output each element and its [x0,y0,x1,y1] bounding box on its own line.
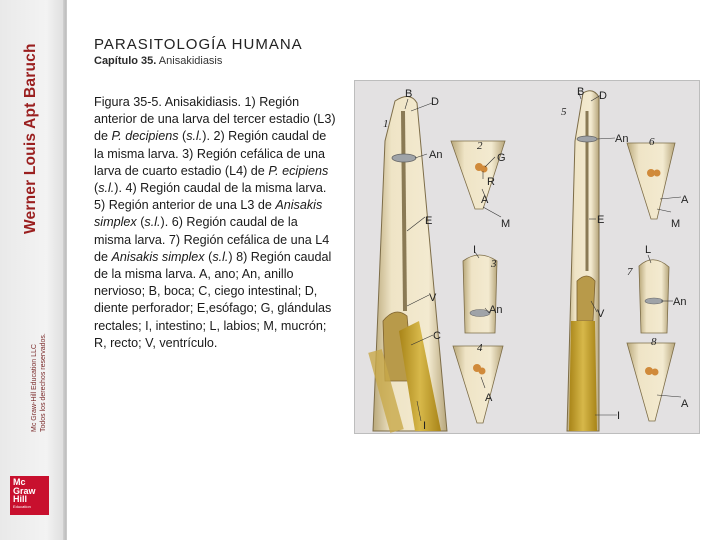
larva-6 [627,143,675,219]
label-l-7: L [645,244,652,256]
publisher-logo [10,476,49,515]
panel-number-8: 8 [651,336,657,348]
larva-1 [373,96,447,431]
label-g-2: G [497,152,506,164]
copyright-notice [30,333,48,432]
chapter-label: Capítulo 35. [94,55,157,67]
label-m-2: M [501,218,511,230]
species-1: P. decipiens [111,129,179,144]
panel-number-7: 7 [627,266,633,278]
larva-4 [453,346,503,423]
caption-text-3: ). 2) Región caudal de la misma larva. 3) Región cefálica de una larva de cuarto estadio (L4) de [94,129,327,178]
species-3: Anisakis simplex [94,198,323,230]
caption-text-1: Anisakidiasis. 1) Región anterior de una larva del tercer estadio (L3) de [94,95,336,144]
label-an-1: An [429,149,443,161]
label-b-5: B [577,86,585,98]
label-c-1: C [433,330,441,342]
species-2: P. ecipiens [268,163,329,178]
label-an-7: An [673,296,687,308]
caption-text-6: ( [136,215,145,230]
label-r-2: R [487,176,495,188]
anisakis-larvae-figure [354,80,700,434]
panel-number-6: 6 [649,136,655,148]
label-an-5: An [615,133,629,145]
panel-number-4: 4 [477,342,483,354]
copyright-line-1: Mc Graw-Hill Education LLC [31,344,38,432]
caption-text-8: ( [204,249,213,264]
chapter-name: Anisakidiasis [158,55,223,67]
label-a-6: A [681,194,689,206]
copyright-line-2: Todos los derechos reservados. [40,333,47,432]
label-i-3: I [473,244,477,256]
label-e-1: E [425,215,433,227]
logo-sub: Education [13,503,31,509]
logo-line-1: Mc [13,477,26,487]
author-name: Werner Louis Apt Baruch [22,43,39,234]
label-e-5: E [597,214,605,226]
chapter-subtitle [94,55,222,67]
caption-text-7: ). 6) Región caudal de la misma larva. 7) Región cefálica de una L4 de [94,215,330,264]
caption-text-2: ( [178,129,187,144]
label-a-2: A [481,194,489,206]
sensu-lato-4: s.l. [212,249,229,264]
caption-text-5: ). 4) Región caudal de la misma larva. 5) Región anterior de una L3 de [94,181,327,213]
label-v-5: V [597,308,605,320]
sensu-lato-1: s.l. [186,129,203,144]
caption-text-4: ( [94,181,99,196]
species-4: Anisakis simplex [111,249,205,264]
logo-line-3: Hill [13,494,28,504]
label-a-4: A [485,392,493,404]
label-i-5: I [617,410,621,422]
larva-5 [567,91,599,431]
label-i-1: I [423,420,427,432]
panel-number-5: 5 [561,106,567,118]
label-d-5: D [599,90,607,102]
larva-8 [627,343,675,421]
figure-ref: Figura 35-5. [94,95,162,109]
sensu-lato-3: s.l. [144,215,161,230]
label-m-6: M [671,218,681,230]
label-d-1: D [431,96,439,108]
label-an-3: An [489,304,503,316]
panel-number-2: 2 [477,140,483,152]
logo-line-2: Graw [13,485,36,496]
caption-text-9: ) 8) Región caudal de la misma larva. A, ano; An, anillo nervioso; B, boca; C, ciego intestinal; D, diente perforador; E,esófago; G, glándulas rectales; I, intestino; L, labios; M, mucrón; R, recto; V, ventrículo. [94,249,332,350]
panel-number-1: 1 [383,118,389,130]
panel-number-3: 3 [491,258,497,270]
sensu-lato-2: s.l. [98,181,115,196]
figure-illustration [355,81,701,435]
larva-7 [639,260,669,333]
figure-caption [94,94,338,352]
label-v-1: V [429,292,437,304]
label-b-1: B [405,88,413,100]
side-bar [0,0,67,540]
label-a-8: A [681,398,689,410]
page-title: PARASITOLOGÍA HUMANA [94,36,303,53]
